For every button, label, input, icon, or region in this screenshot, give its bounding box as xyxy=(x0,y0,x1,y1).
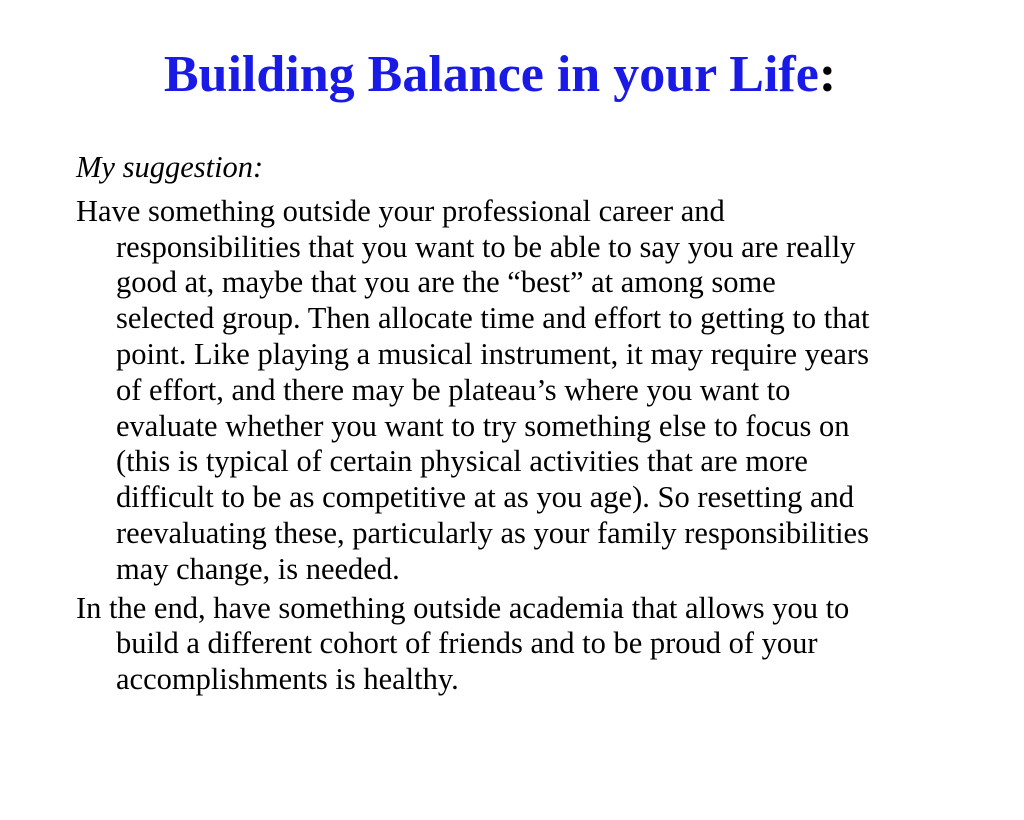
slide-body xyxy=(76,150,876,701)
subheading: My suggestion: xyxy=(76,150,264,184)
paragraph-conclusion: In the end, have something outside academia that allows you to build a different cohort of friends and to be proud of your accomplishments is healthy. xyxy=(76,590,850,697)
slide-title-text: Building Balance in your Life xyxy=(163,46,819,103)
paragraph-balance-suggestion: Have something outside your professional career and responsibilities that you want to be able to say you are really good at, maybe that you are the “best” at among some selected group. Then allocate time and effort to getting to that point. Like playing a musical instrument, it may require years of effort, and there may be plateau’s where you want to evaluate whether you want to try something else to focus on (this is typical of certain physical activities that are more difficult to be as competitive at as you age). So resetting and reevaluating these, particularly as your family responsibilities may change, is needed. xyxy=(76,193,870,586)
slide-title xyxy=(0,40,1000,110)
slide-title-colon: : xyxy=(818,46,837,103)
